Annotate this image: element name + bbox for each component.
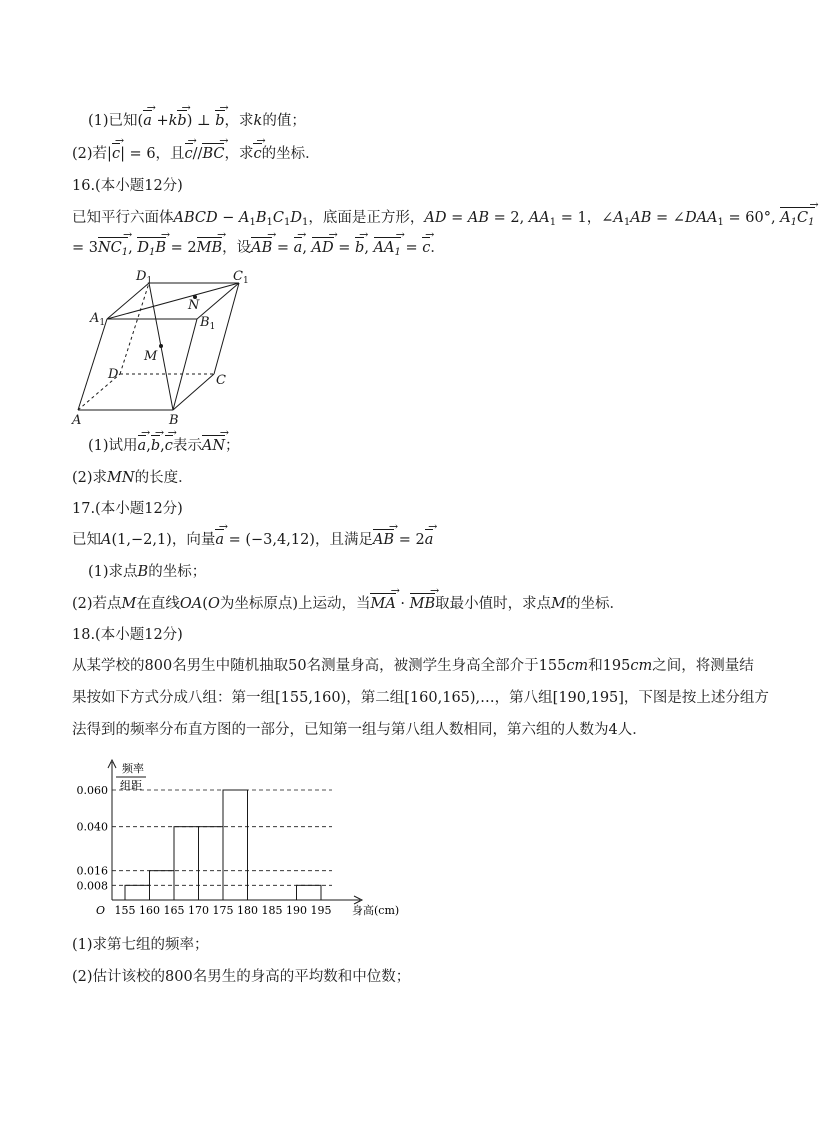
q18-stem-line3: 法得到的频率分布直方图的一部分，已知第一组与第八组人数相同，第六组的人数为4人．	[72, 722, 647, 738]
label-A: A	[72, 413, 82, 428]
q18-part1: (1)求第七组的频率；	[72, 937, 209, 953]
x-tick-label: 160	[139, 904, 160, 917]
q16-stem-line1: 已知平行六面体ABCD − $A_1B_1C_1D_1$，底面是正方形，AD = AB = 2, $AA_1 = 1$，$\angle A_1AB$ = $\angle DAA_1 = 60^\circ$, $A_1C_1$ →	[72, 208, 815, 233]
ylabel-bottom: 组距	[120, 779, 142, 792]
y-tick-label: 0.060	[76, 784, 108, 797]
q17-stem: 已知A(1,−2,1)，向量a → = (−3,4,12)，且满足AB → = 2a →	[72, 530, 433, 550]
xlabel: 身高(cm)	[352, 904, 400, 917]
label-M: M	[144, 349, 158, 364]
q16-stem-line2: = $3NC_1$ →, $D_1B$ → = 2MB →，设AB → = a →, AD → = b →, $AA_1$ → = c →．	[72, 238, 445, 263]
histogram-bar	[223, 790, 248, 900]
q16-header: 16.(本小题12分)	[72, 178, 183, 194]
x-tick-label: 165	[163, 904, 185, 917]
ylabel-top: 频率	[122, 762, 144, 775]
q16-part2: (2)求MN的长度．	[72, 470, 193, 486]
y-tick-label: 0.040	[76, 820, 108, 834]
frequency-histogram	[70, 752, 410, 927]
histogram-bar	[199, 827, 224, 900]
q18-header: 18.(本小题12分)	[72, 627, 183, 643]
label-D: D	[108, 367, 119, 382]
y-tick-label: 0.008	[76, 879, 108, 893]
histogram-bar	[174, 827, 199, 900]
q17-part1: (1)求点B的坐标；	[88, 564, 207, 580]
q18-stem-line1: 从某学校的800名男生中随机抽取50名测量身高，被测学生身高全部介于155cm和195cm之间，将测量结	[72, 658, 754, 674]
x-tick-label: 180	[237, 904, 258, 917]
q17-part2: (2)若点M在直线OA(O为坐标原点)上运动，当MA → · MB →取最小值时，求点M的坐标．	[72, 594, 624, 614]
x-tick-label: 185	[261, 904, 283, 917]
q15-part1: (1)已知(a → +kb →) ⊥ b →，求k的值；	[88, 111, 306, 131]
x-tick-label: 170	[188, 904, 209, 917]
q15-part2: (2)若|c →| = 6，且c →//BC →，求c →的坐标．	[72, 144, 320, 164]
y-tick-label: 0.016	[76, 864, 108, 878]
q18-stem-line2: 果按如下方式分成八组：第一组[155,160)，第二组[160,165),…，第八组[190,195]，下图是按上述分组方	[72, 690, 769, 706]
label-C1: $C_1$	[233, 269, 249, 286]
label-B1: $B_1$	[200, 315, 216, 332]
q16-part1: (1)试用a →,b →,c →表示AN →；	[88, 436, 240, 456]
label-N: N	[188, 298, 200, 313]
histogram-bar	[297, 885, 322, 900]
label-C: C	[216, 373, 226, 388]
histogram-bar	[125, 885, 150, 900]
x-tick-label: 155	[114, 904, 136, 917]
x-tick-label: 175	[212, 904, 234, 917]
label-D1: $D_1$	[136, 269, 153, 286]
label-A1: $A_1$	[90, 311, 106, 328]
label-B: B	[169, 413, 179, 428]
x-tick-label: 190	[286, 904, 307, 917]
q18-part2: (2)估计该校的800名男生的身高的平均数和中位数；	[72, 969, 411, 985]
parallelepiped-figure	[70, 264, 260, 430]
x-tick-label: 195	[310, 904, 332, 917]
q17-header: 17.(本小题12分)	[72, 501, 183, 517]
origin-label: O	[96, 904, 106, 917]
